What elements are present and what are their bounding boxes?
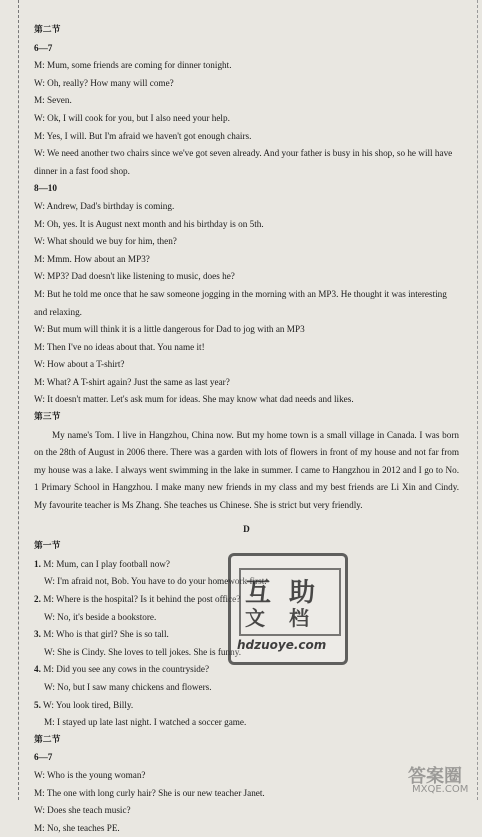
watermark-stamp	[228, 553, 348, 665]
stamp-char: 档	[289, 606, 309, 630]
item-number: 4.	[34, 664, 41, 675]
dialogue-line: M: Then I've no ideas about that. You name it!	[34, 341, 205, 352]
part-heading: D	[243, 523, 250, 534]
dialogue-line: W: Who is the young woman?	[34, 769, 146, 780]
dialogue-line: M: But he told me once that he saw someone jogging in the morning with an MP3. He thought it was interesting and relaxing.	[34, 288, 447, 317]
dialogue-line: W: What should we buy for him, then?	[34, 236, 177, 247]
section-heading: 第二节	[34, 25, 61, 35]
dialogue-line: M: The one with long curly hair? She is our new teacher Janet.	[34, 787, 265, 798]
item-number: 1.	[34, 558, 41, 569]
question-group-label: 8—10	[34, 183, 57, 194]
stamp-char: 互	[245, 578, 272, 608]
item-number: 3.	[34, 629, 41, 640]
passage-paragraph: My name's Tom. I live in Hangzhou, China now. But my home town is a small village in Canada. I was born on the 28th of August in 2006 there. There was a garden with lots of flowers in front of my house and not far from my house was a lake. I always went swimming in the lake in summer. I came to Hangzhou in 2012 and I go to No. 1 Primary School in Hangzhou. I make many new friends in my class and my best friends are Li Xin and Cindy. My favourite teacher is Ms Zhang. She teaches us Chinese. She is strict but very friendly.	[34, 429, 459, 511]
dialogue-line: M: No, she teaches PE.	[34, 822, 120, 833]
question-group-label: 6—7	[34, 42, 53, 53]
item-question: M: Who is that girl? She is so tall.	[43, 629, 169, 640]
dialogue-line: W: It doesn't matter. Let's ask mum for ideas. She may know what dad needs and likes.	[34, 394, 354, 405]
binding-margin-line	[18, 0, 19, 800]
stamp-char: 助	[289, 578, 316, 608]
dialogue-line: W: But mum will think it is a little dangerous for Dad to jog with an MP3	[34, 324, 305, 335]
watermark-url: MXQE.COM	[412, 784, 469, 795]
dialogue-line: W: MP3? Dad doesn't like listening to music, does he?	[34, 271, 235, 282]
dialogue-line: W: We need another two chairs since we've got seven already. And your father is busy in his shop, so he will have dinner in a fast food shop.	[34, 148, 453, 176]
dialogue-line: W: Does she teach music?	[34, 805, 131, 816]
section-heading: 第二节	[34, 734, 61, 745]
item-answer: W: I'm afraid not, Bob. You have to do your homework first.	[44, 576, 267, 587]
item-number: 5.	[34, 699, 41, 710]
dialogue-line: W: Oh, really? How many will come?	[34, 77, 174, 88]
dialogue-line: M: Yes, I will. But I'm afraid we haven't got enough chairs.	[34, 130, 252, 141]
dialogue-line: W: How about a T-shirt?	[34, 359, 125, 370]
item-answer: W: No, it's beside a bookstore.	[44, 611, 157, 622]
dialogue-line: M: Mum, some friends are coming for dinner tonight.	[34, 60, 232, 71]
transcript-content	[34, 22, 459, 837]
item-question: M: Mum, can I play football now?	[43, 558, 171, 569]
item-number: 2.	[34, 594, 41, 604]
item-question: M: Where is the hospital? Is it behind the post office?	[43, 594, 241, 604]
section-heading: 第三节	[34, 412, 61, 423]
dialogue-line: M: Mmm. How about an MP3?	[34, 253, 150, 264]
question-group-label: 6—7	[34, 752, 53, 763]
item-answer: W: She is Cindy. She loves to tell jokes. She is funny.	[44, 646, 242, 657]
dialogue-line: M: Oh, yes. It is August next month and his birthday is on 5th.	[34, 218, 264, 229]
watermark-logo: 答案圈	[408, 766, 462, 787]
dialogue-line: W: Andrew, Dad's birthday is coming.	[34, 200, 175, 211]
stamp-char: 文	[245, 606, 265, 630]
right-margin-line	[477, 0, 478, 800]
dialogue-line: W: Ok, I will cook for you, but I also need your help.	[34, 112, 230, 123]
stamp-url: hdzuoye.com	[237, 638, 327, 652]
item-question: W: You look tired, Billy.	[43, 699, 134, 710]
section-heading: 第一节	[34, 541, 61, 552]
dialogue-line: M: What? A T-shirt again? Just the same as last year?	[34, 376, 230, 387]
item-answer: W: No, but I saw many chickens and flowers.	[44, 681, 212, 692]
dialogue-line: M: Seven.	[34, 95, 72, 106]
item-question: M: Did you see any cows in the countryside?	[43, 664, 210, 675]
list-item	[34, 697, 459, 715]
item-answer: M: I stayed up late last night. I watched a soccer game.	[44, 717, 247, 728]
